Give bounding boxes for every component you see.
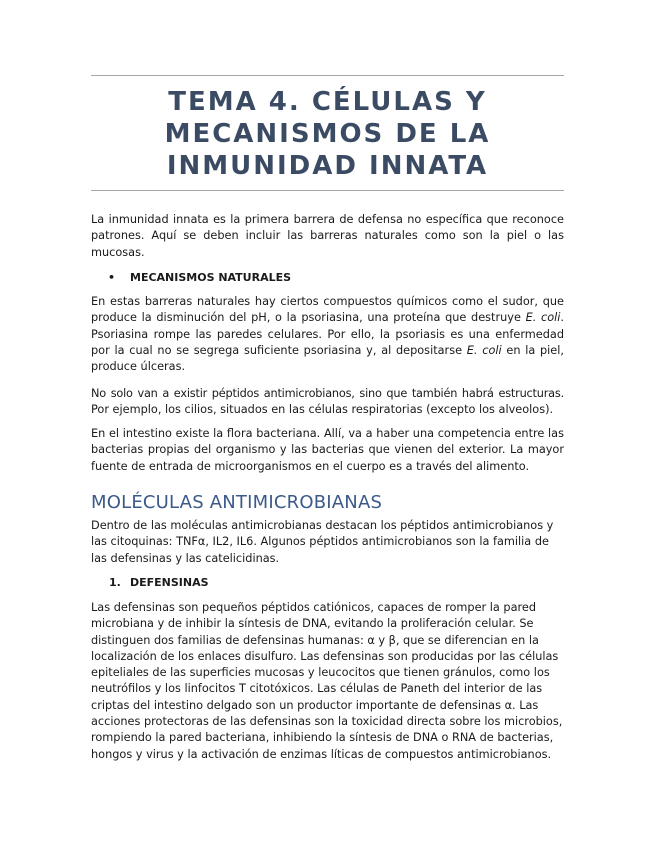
text-line: localización de los enlaces disulfuro. Las defensinas son producidas por las células xyxy=(91,649,559,663)
text-segment: . xyxy=(560,311,564,325)
page-title xyxy=(91,86,564,182)
text-segment: produce la disminución del pH, o la psoriasina, una proteína que destruye xyxy=(91,311,526,325)
title-line-1: TEMA 4. CÉLULAS Y xyxy=(168,87,487,117)
text-line: rompiendo la pared bacteriana, inhibiendo la síntesis de DNA o RNA de bacterias, xyxy=(91,731,554,745)
text-line: Psoriasina rompe las paredes celulares. Por ello, la psoriasis es una enfermedad xyxy=(91,327,564,341)
section-heading-moleculas: MOLÉCULAS ANTIMICROBIANAS xyxy=(91,492,383,513)
title-top-rule xyxy=(91,75,564,76)
text-segment: en la piel, xyxy=(501,343,564,357)
moleculas-paragraph-1 xyxy=(91,518,564,567)
text-line: patrones. Aquí se deben incluir las barreras naturales como son la piel o las xyxy=(91,229,564,243)
text-line: hongos y virus y la activación de enzimas líticas de compuestos antimicrobianos. xyxy=(91,747,552,761)
title-line-2: MECANISMOS DE LA xyxy=(164,119,491,149)
text-line: Las defensinas son pequeños péptidos catiónicos, capaces de romper la pared xyxy=(91,601,537,614)
italic-term: E. coli xyxy=(525,311,561,325)
defensinas-paragraph xyxy=(91,600,564,763)
heading-label: MECANISMOS NATURALES xyxy=(130,271,292,284)
text-line: microbiana y de inhibir la síntesis de DNA, evitando la proliferación celular. Se xyxy=(91,617,534,631)
text-line: distinguen dos familias de defensinas humanas: α y β, que se diferencian en la xyxy=(91,633,539,647)
text-line: mucosas. xyxy=(91,245,145,259)
heading-label: DEFENSINAS xyxy=(130,576,209,589)
text-line: Dentro de las moléculas antimicrobianas destacan los péptidos antimicrobianos y xyxy=(91,519,554,532)
text-line: acciones protectoras de las defensinas son la toxicidad directa sobre los microbios, xyxy=(91,715,563,729)
text-line: las defensinas y las catelicidinas. xyxy=(91,551,280,565)
italic-term: E. coli xyxy=(466,343,502,357)
text-line: produce úlceras. xyxy=(91,360,186,374)
bullet-icon: • xyxy=(108,271,116,284)
list-number: 1. xyxy=(109,576,121,589)
mecanismos-paragraph-1 xyxy=(91,294,564,375)
text-line: No solo van a existir péptidos antimicrobianos, sino que también habrá estructuras. xyxy=(91,387,564,400)
text-line xyxy=(91,310,564,326)
text-line: En estas barreras naturales hay ciertos compuestos químicos como el sudor, que xyxy=(91,295,564,308)
text-line: bacterias propias del organismo y las bacterias que vienen del exterior. La mayor xyxy=(91,443,564,457)
text-line: Por ejemplo, los cilios, situados en las células respiratorias (excepto los alveolos). xyxy=(91,403,554,417)
text-line: neutrófilos y los linfocitos T citotóxicos. Las células de Paneth del interior de las xyxy=(91,682,543,696)
intro-paragraph xyxy=(91,212,564,261)
mecanismos-paragraph-3 xyxy=(91,426,564,475)
text-line: La inmunidad innata es la primera barrera de defensa no específica que reconoce xyxy=(91,213,564,226)
mecanismos-paragraph-2 xyxy=(91,386,564,419)
title-line-3: INMUNIDAD INNATA xyxy=(166,151,489,181)
text-line: epiteliales de las superficies mucosas y leucocitos que tienen gránulos, como los xyxy=(91,666,550,680)
text-segment: por la cual no se segrega suficiente psoriasina y, al depositarse xyxy=(91,343,467,357)
title-bottom-rule xyxy=(91,190,564,191)
text-line: criptas del intestino delgado son un productor importante de defensinas α. Las xyxy=(91,698,539,712)
section-heading-mecanismos xyxy=(108,270,291,286)
text-line: las citoquinas: TNFα, IL2, IL6. Algunos péptidos antimicrobianos son la familia de xyxy=(91,535,549,549)
text-line: En el intestino existe la flora bacteriana. Allí, va a haber una competencia entre las xyxy=(91,427,564,440)
subsection-heading-defensinas xyxy=(109,575,209,591)
text-line: fuente de entrada de microorganismos en el cuerpo es a través del alimento. xyxy=(91,459,530,473)
text-line xyxy=(91,343,564,359)
